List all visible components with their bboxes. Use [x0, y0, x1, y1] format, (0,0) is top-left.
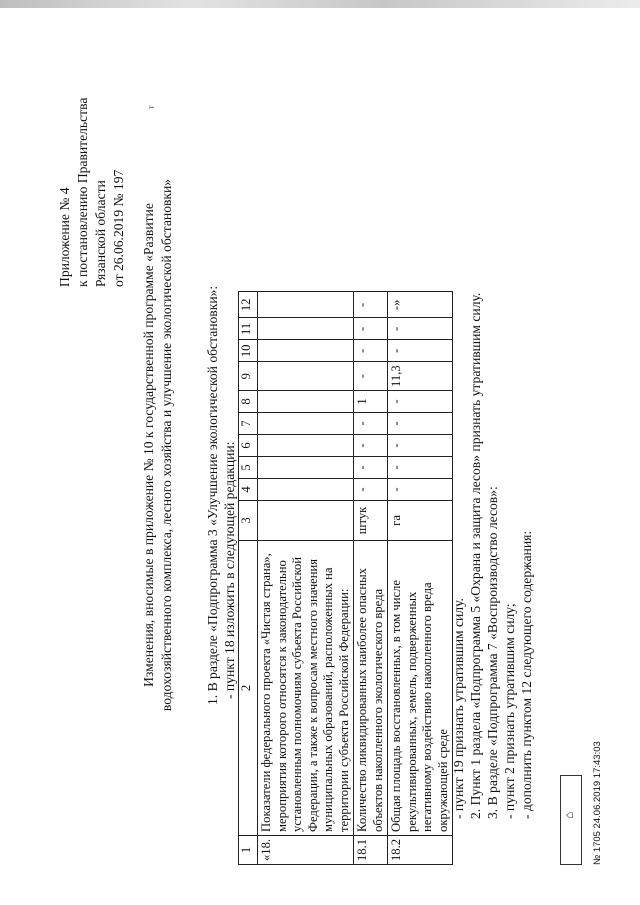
- title-line-2: водохозяйственного комплекса, лесного хозяйства и улучшение экологической обстановки»: [159, 178, 174, 712]
- section1-heading: 1. В разделе «Подпрограмма 3 «Улучшение экологической обстановки»:: [205, 285, 220, 705]
- col-header: 11: [239, 318, 258, 340]
- row-value: 11,3: [388, 362, 453, 391]
- margin-mark: ᵀ: [148, 105, 159, 109]
- col-header: 7: [239, 412, 258, 434]
- table-row: [258, 292, 354, 865]
- annex-region: Рязанской области: [93, 180, 108, 287]
- after-line-2: 2. Пункт 1 раздела «Подпрограмма 5 «Охрана и защита лесов» признать утратившим силу.: [468, 292, 483, 819]
- col-header: 8: [239, 390, 258, 412]
- row-value: -: [388, 318, 453, 340]
- annex-block: [56, 17, 128, 287]
- row-unit: [258, 500, 354, 540]
- row-value: -: [354, 412, 388, 434]
- row-description: Количество ликвидированных наиболее опасных объектов накопленного экологического вреда: [354, 540, 388, 835]
- after-line-4: - пункт 2 признать утратившим силу;: [502, 603, 517, 819]
- row-value: -: [388, 478, 453, 500]
- col-header: 3: [239, 500, 258, 540]
- row-value: -: [354, 318, 388, 340]
- row-value: -: [354, 478, 388, 500]
- row-value: -: [354, 292, 388, 318]
- row-value: -: [388, 390, 453, 412]
- row-value: [258, 340, 354, 362]
- document-id: № 1705 24.06.2019 17:43:03: [592, 741, 603, 865]
- row-number: 18.2: [388, 835, 453, 864]
- title-line-1: Изменения, вносимые в приложение № 10 к государственной программе «Развитие: [141, 203, 156, 687]
- annex-number: Приложение № 4: [57, 187, 72, 287]
- changes-table: [238, 291, 453, 865]
- after-line-5: - дополнить пунктом 12 следующего содержания:: [519, 530, 534, 819]
- col-header: 9: [239, 362, 258, 391]
- row-description: Общая площадь восстановленных, в том числе рекультивированных, земель, подверженных негативному воздействию накопленного вреда окружающей среде: [388, 540, 453, 835]
- row-value: 1: [354, 390, 388, 412]
- row-unit: га: [388, 500, 453, 540]
- row-description: Показатели федерального проекта «Чистая страна», мероприятия которого относятся к законодательно установленным полномочиям субъекта Российской Федерации, а также к вопросам местного значения муниципальных образований, расположенных на территории субъекта Российской Федерации:: [258, 540, 354, 835]
- col-header: 2: [239, 540, 258, 835]
- row-value: [258, 478, 354, 500]
- row-value: -: [354, 340, 388, 362]
- row-value: [258, 412, 354, 434]
- after-line-3: 3. В разделе «Подпрограмма 7 «Воспроизводство лесов»:: [485, 486, 500, 819]
- annex-date: от 26.06.2019 № 197: [111, 169, 126, 287]
- col-header: 12: [239, 292, 258, 318]
- building-icon: ⌂: [562, 811, 576, 819]
- annex-ref: к постановлению Правительства: [75, 97, 90, 287]
- row-value: -»: [388, 292, 453, 318]
- row-value: -: [354, 434, 388, 456]
- document-title: [140, 125, 176, 765]
- registry-stamp: [560, 775, 582, 865]
- table-row: [354, 292, 388, 865]
- row-value: [258, 390, 354, 412]
- row-value: [258, 362, 354, 391]
- col-header: 4: [239, 478, 258, 500]
- after-line-1: - пункт 19 признать утратившим силу.: [451, 598, 466, 819]
- table-row: [388, 292, 453, 865]
- row-value: [258, 434, 354, 456]
- row-value: -: [354, 362, 388, 391]
- row-unit: штук: [354, 500, 388, 540]
- row-value: -: [388, 456, 453, 478]
- col-header: 5: [239, 456, 258, 478]
- row-value: [258, 318, 354, 340]
- row-value: -: [388, 412, 453, 434]
- row-value: [258, 292, 354, 318]
- col-header: 1: [239, 835, 258, 864]
- col-header: 6: [239, 434, 258, 456]
- row-value: [258, 456, 354, 478]
- col-header: 10: [239, 340, 258, 362]
- row-value: -: [388, 434, 453, 456]
- row-number: 18.1: [354, 835, 388, 864]
- table-header-row: [239, 292, 258, 865]
- section1-sub: - пункт 18 изложить в следующей редакции:: [222, 441, 237, 699]
- row-value: -: [388, 340, 453, 362]
- row-value: -: [354, 456, 388, 478]
- row-number: «18.: [258, 835, 354, 864]
